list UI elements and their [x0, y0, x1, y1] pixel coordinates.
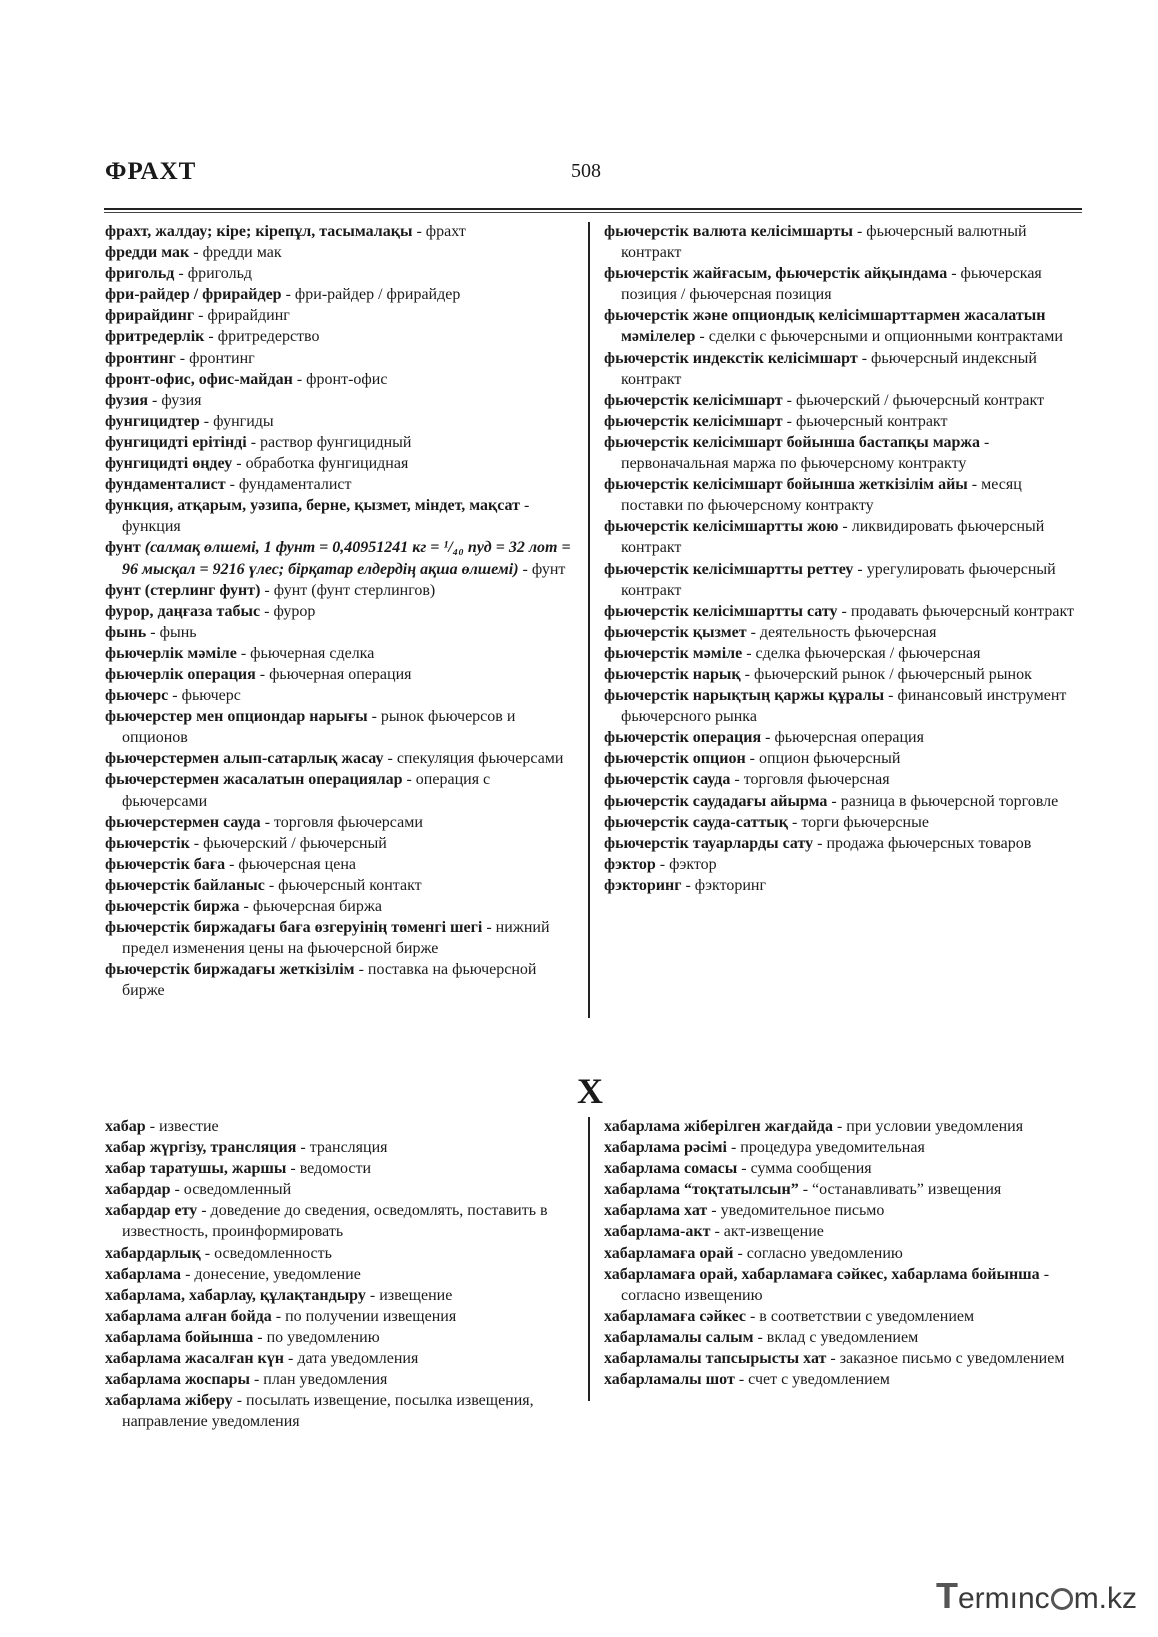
dictionary-entry: [105, 495, 575, 537]
entry-term: хабарламалы шот: [604, 1371, 735, 1389]
entry-definition: - фузия: [147, 391, 202, 409]
entry-term: фунт: [105, 539, 141, 557]
dictionary-entry: [604, 643, 1084, 664]
entry-term: фьючерстік биржа: [105, 898, 240, 915]
entry-term: хабардар ету: [105, 1202, 198, 1220]
dictionary-entry: [105, 432, 575, 453]
dictionary-entry: [105, 1158, 575, 1179]
entry-term: хабар жүргізу, трансляция: [105, 1139, 297, 1157]
dictionary-entry: [105, 1306, 575, 1327]
entry-term: фунгицидтер: [105, 412, 200, 430]
entry-definition: - фри-райдер / фрирайдер: [281, 286, 461, 304]
entry-term: фьючерстік келісімшартты жою: [604, 518, 839, 536]
dictionary-entry: [604, 727, 1084, 748]
dictionary-entry: [604, 1369, 1084, 1390]
entry-term: фьючерстік саудадағы айырма: [604, 792, 828, 810]
dictionary-entry: [604, 516, 1084, 558]
dictionary-entry: [604, 1264, 1084, 1306]
entry-definition: - в соответствии с уведомлением: [745, 1307, 975, 1325]
entry-definition: - фронт-офис: [292, 370, 388, 388]
entry-term: фритредерлік: [105, 328, 205, 346]
entry-definition: - по получении извещения: [271, 1307, 457, 1325]
entry-definition: - фьючерная сделка: [236, 644, 375, 662]
entry-definition: - дата уведомления: [284, 1350, 419, 1368]
entry-term: фьючерстік келісімшарт: [604, 412, 783, 430]
entry-term: фынь: [105, 623, 147, 641]
entry-definition: - спекуляция фьючерсами: [383, 750, 564, 768]
dictionary-entry: [604, 1158, 1084, 1179]
column-left-section2: [105, 1116, 575, 1432]
dictionary-entry: [105, 1348, 575, 1369]
dictionary-entry: [604, 411, 1084, 432]
dictionary-entry: [105, 706, 575, 748]
entry-definition: - фьючерская позиция / фьючерсная позиция: [621, 265, 1042, 304]
column-divider: [588, 222, 590, 1018]
dictionary-entry: [604, 664, 1084, 685]
watermark-prefix: T: [936, 1575, 958, 1616]
entry-definition: - разница в фьючерсной торговле: [827, 792, 1059, 810]
entry-term: фьючерстік қызмет: [604, 623, 747, 641]
dictionary-entry: [604, 1243, 1084, 1264]
entry-term: хабарлама жоспары: [105, 1371, 250, 1389]
entry-term: хабарлама “тоқтатылсын”: [604, 1181, 799, 1199]
entry-note: (салмақ өлшемі, 1 фунт = 0,40951241 кг = ¹/₄₀ пуд = 32 лот = 96 мысқал = 9216 үлес; бірқатар елдердің ақша өлшемі): [122, 539, 571, 578]
dictionary-entry: [105, 896, 575, 917]
entry-definition: - фрирайдинг: [194, 307, 290, 325]
entry-term: фьючерстік тауарларды сату: [604, 834, 814, 852]
dictionary-entry: [604, 1221, 1084, 1242]
dictionary-entry: [105, 284, 575, 305]
dictionary-entry: [604, 875, 1084, 896]
entry-term: фьючерстермен жасалатын операциялар: [105, 771, 403, 789]
entry-term: фьючерс: [105, 687, 169, 705]
entry-definition: - рынок фьючерсов и опционов: [122, 708, 516, 747]
entry-definition: - продажа фьючерсных товаров: [813, 834, 1032, 852]
entry-term: функция, атқарым, уәзипа, берне, қызмет, міндет, мақсат: [105, 497, 520, 515]
dictionary-entry: [604, 348, 1084, 390]
entry-definition: - фьючерсный валютный контракт: [621, 223, 1027, 262]
dictionary-entry: [604, 390, 1084, 411]
entry-definition: - уведомительное письмо: [707, 1202, 885, 1220]
entry-definition: - вклад с уведомлением: [753, 1328, 919, 1346]
entry-definition: - фунт: [518, 560, 566, 578]
dictionary-entry: [604, 1348, 1084, 1369]
entry-term: фэкторинг: [604, 876, 682, 894]
entry-definition: - фьючерная операция: [255, 665, 412, 683]
entry-term: фьючерстік сауда: [604, 771, 731, 789]
dictionary-entry: [105, 411, 575, 432]
entry-definition: - фэктор: [655, 855, 717, 873]
entry-term: хабарлама-акт: [604, 1223, 711, 1241]
entry-definition: - согласно извещению: [621, 1265, 1050, 1304]
dictionary-entry: [105, 305, 575, 326]
entry-term: фьючерстік мәміле: [604, 644, 743, 662]
header-rule-thin: [104, 212, 1082, 213]
entry-definition: - обработка фунгицидная: [232, 455, 409, 473]
entry-definition: - фьючерсная цена: [225, 855, 356, 873]
entry-term: фурор, даңғаза табыс: [105, 602, 261, 620]
dictionary-entry: [105, 1369, 575, 1390]
entry-definition: - фундаменталист: [225, 476, 352, 494]
entry-definition: - фынь: [146, 623, 197, 641]
dictionary-entry: [105, 622, 575, 643]
dictionary-entry: [105, 580, 575, 601]
dictionary-entry: [604, 748, 1084, 769]
entry-term: фьючерлік мәміле: [105, 644, 237, 662]
entry-definition: - заказное письмо с уведомлением: [826, 1350, 1065, 1368]
dictionary-entry: [604, 791, 1084, 812]
dictionary-entry: [105, 1179, 575, 1200]
entry-term: фэктор: [604, 855, 656, 873]
entry-definition: - по уведомлению: [253, 1328, 380, 1346]
entry-term: фьючерстік операция: [604, 729, 762, 747]
entry-definition: - фьючерский рынок / фьючерсный рынок: [740, 665, 1032, 683]
entry-term: фузия: [105, 391, 148, 409]
entry-definition: - процедура уведомительная: [726, 1139, 925, 1157]
dictionary-entry: [105, 643, 575, 664]
column-right-section2: [604, 1116, 1084, 1390]
dictionary-entry: [105, 1200, 575, 1242]
entry-term: хабар: [105, 1118, 146, 1135]
entry-definition: - акт-извещение: [710, 1223, 824, 1241]
dictionary-entry: [105, 263, 575, 284]
entry-term: хабарлама хат: [604, 1202, 708, 1220]
entry-definition: - раствор фунгицидный: [246, 433, 412, 451]
dictionary-entry: [604, 1116, 1084, 1137]
dictionary-entry: [604, 474, 1084, 516]
dictionary-entry: [105, 348, 575, 369]
entry-definition: - деятельность фьючерсная: [746, 623, 937, 641]
entry-term: хабарламаға орай, хабарламаға сәйкес, хабарлама бойынша: [604, 1265, 1040, 1283]
entry-definition: - операция с фьючерсами: [122, 771, 491, 810]
entry-term: фьючерстік байланыс: [105, 876, 265, 894]
entry-definition: - месяц поставки по фьючерсному контракту: [621, 476, 1022, 515]
page-title: ФРАХТ: [105, 158, 197, 185]
entry-term: фьючерстік нарық: [604, 665, 741, 683]
entry-definition: - торги фьючерсные: [788, 813, 929, 831]
entry-term: хабарлама, хабарлау, құлақтандыру: [105, 1286, 366, 1304]
column-left-section1: [105, 221, 575, 1001]
entry-term: фьючерстік келісімшартты реттеу: [604, 560, 854, 578]
entry-definition: - фьючерс: [168, 687, 241, 705]
entry-term: фьючерстік нарықтың қаржы құралы: [604, 687, 885, 705]
entry-definition: - фурор: [260, 602, 316, 620]
section-letter: Х: [577, 1071, 603, 1111]
entry-definition: - фьючерсная операция: [761, 729, 924, 747]
entry-term: хабарлама бойынша: [105, 1328, 254, 1346]
entry-term: фьючерстік сауда-саттық: [604, 813, 789, 831]
entry-definition: - функция: [122, 497, 530, 536]
entry-term: хабарламалы салым: [604, 1328, 754, 1346]
entry-definition: - фьючерский / фьючерсный: [189, 834, 387, 852]
entry-term: хабар таратушы, жаршы: [105, 1160, 287, 1178]
page-number: 508: [571, 160, 601, 182]
entry-definition: - посылать извещение, посылка извещения, направление уведомления: [122, 1392, 534, 1431]
watermark-suffix: m.kz: [1073, 1582, 1138, 1615]
entry-term: фьючерстік: [105, 834, 190, 852]
entry-term: фьючерстермен алып-сатарлық жасау: [105, 750, 384, 768]
entry-term: фьючерстік жайғасым, фьючерстік айқындама: [604, 265, 948, 283]
entry-definition: - торговля фьючерсная: [730, 771, 890, 789]
entry-term: хабарлама: [105, 1265, 182, 1283]
entry-definition: - фритредерство: [204, 328, 320, 346]
dictionary-entry: [604, 559, 1084, 601]
dictionary-entry: [604, 854, 1084, 875]
circle-icon: [1051, 1588, 1073, 1610]
dictionary-entry: [604, 685, 1084, 727]
dictionary-entry: [604, 1179, 1084, 1200]
entry-definition: - фьючерсный контракт: [782, 412, 948, 430]
entry-definition: - поставка на фьючерсной бирже: [122, 961, 537, 1000]
entry-term: фьючерстік индекстік келісімшарт: [604, 349, 858, 367]
entry-term: хабардар: [105, 1181, 171, 1199]
entry-term: фунгицидті ерітінді: [105, 433, 247, 451]
entry-definition: - ликвидировать фьючерсный контракт: [621, 518, 1045, 557]
dictionary-entry: [604, 1306, 1084, 1327]
entry-definition: - согласно уведомлению: [733, 1244, 903, 1262]
entry-definition: - доведение до сведения, осведомлять, поставить в известность, проинформировать: [122, 1202, 548, 1241]
entry-term: хабарлама сомасы: [604, 1160, 738, 1178]
entry-definition: - фригольд: [174, 265, 253, 283]
dictionary-entry: [105, 1390, 575, 1432]
entry-term: фронт-офис, офис-майдан: [105, 370, 293, 388]
entry-term: фрахт, жалдау; кіре; кірепұл, тасымалақы: [105, 223, 413, 240]
entry-term: фьючерстік келісімшарт: [604, 391, 783, 409]
entry-definition: - урегулировать фьючерсный контракт: [621, 560, 1056, 599]
dictionary-entry: [604, 601, 1084, 622]
entry-term: фредди мак: [105, 244, 190, 262]
dictionary-entry: [105, 833, 575, 854]
entry-definition: - “останавливать” извещения: [798, 1181, 1002, 1199]
entry-definition: - опцион фьючерсный: [745, 750, 901, 768]
entry-term: фьючерстермен сауда: [105, 813, 261, 831]
entry-definition: - трансляция: [296, 1139, 388, 1157]
entry-definition: - фунгиды: [199, 412, 274, 430]
entry-term: хабарлама жіберілген жағдайда: [604, 1118, 833, 1135]
column-divider: [588, 1117, 590, 1401]
dictionary-entry: [105, 917, 575, 959]
dictionary-entry: [105, 326, 575, 347]
entry-term: фьючерстік келісімшарт бойынша бастапқы маржа: [604, 433, 981, 451]
dictionary-entry: [604, 1137, 1084, 1158]
dictionary-entry: [105, 1264, 575, 1285]
dictionary-entry: [105, 685, 575, 706]
dictionary-entry: [105, 453, 575, 474]
entry-definition: - осведомленность: [200, 1244, 332, 1262]
entry-term: фрирайдинг: [105, 307, 195, 325]
entry-definition: - фэкторинг: [681, 876, 767, 894]
entry-definition: - фунт (фунт стерлингов): [260, 581, 436, 599]
entry-definition: - продавать фьючерсный контракт: [837, 602, 1075, 620]
entry-term: хабарлама жіберу: [105, 1392, 233, 1410]
entry-term: фунгицидті өңдеу: [105, 455, 233, 473]
entry-term: фьючерстік және опциондық келісімшарттармен жасалатын мәмілелер: [604, 307, 1046, 346]
entry-term: хабардарлық: [105, 1244, 201, 1262]
dictionary-entry: [105, 1285, 575, 1306]
entry-term: хабарлама алған бойда: [105, 1307, 272, 1325]
entry-definition: - фьючерсная биржа: [239, 898, 382, 915]
entry-term: фьючерстік келісімшартты сату: [604, 602, 838, 620]
entry-term: фьючерстік баға: [105, 855, 226, 873]
entry-definition: - финансовый инструмент фьючерсного рынка: [621, 687, 1067, 726]
entry-term: хабарлама жасалған күн: [105, 1350, 284, 1368]
entry-term: хабарлама рәсімі: [604, 1139, 727, 1157]
entry-definition: - сделка фьючерская / фьючерсная: [742, 644, 981, 662]
entry-definition: - фронтинг: [175, 349, 255, 367]
dictionary-entry: [105, 875, 575, 896]
entry-term: фьючерстік опцион: [604, 750, 746, 768]
dictionary-entry: [105, 369, 575, 390]
entry-definition: - первоначальная маржа по фьючерсному контракту: [621, 433, 990, 473]
entry-definition: - фьючерсный контакт: [264, 876, 422, 894]
dictionary-entry: [604, 1200, 1084, 1221]
dictionary-entry: [105, 664, 575, 685]
entry-definition: - фьючерский / фьючерсный контракт: [782, 391, 1045, 409]
header-rule: [104, 208, 1082, 210]
entry-term: хабарламаға орай: [604, 1244, 734, 1262]
entry-term: фундаменталист: [105, 476, 226, 494]
entry-term: фронтинг: [105, 349, 176, 367]
entry-definition: - осведомленный: [170, 1181, 292, 1199]
entry-definition: - извещение: [365, 1286, 453, 1304]
entry-term: фунт (стерлинг фунт): [105, 581, 261, 599]
entry-definition: - при условии уведомления: [832, 1118, 1024, 1135]
dictionary-entry: [604, 263, 1084, 305]
dictionary-entry: [105, 1137, 575, 1158]
dictionary-entry: [105, 242, 575, 263]
column-right-section1: [604, 221, 1084, 896]
watermark-mid: ermınc: [958, 1582, 1050, 1615]
dictionary-entry: [105, 474, 575, 495]
entry-term: хабарламалы тапсырысты хат: [604, 1350, 827, 1368]
entry-definition: - донесение, уведомление: [181, 1265, 361, 1283]
dictionary-entry: [604, 305, 1084, 347]
entry-definition: - торговля фьючерсами: [260, 813, 423, 831]
entry-term: фьючерлік операция: [105, 665, 256, 683]
entry-term: фьючерстік валюта келісімшарты: [604, 223, 853, 240]
entry-term: фригольд: [105, 265, 175, 283]
watermark-logo: [936, 1575, 1137, 1617]
dictionary-entry: [604, 833, 1084, 854]
dictionary-entry: [604, 812, 1084, 833]
dictionary-entry: [105, 601, 575, 622]
dictionary-entry: [604, 432, 1084, 474]
dictionary-entry: [105, 537, 575, 579]
dictionary-entry: [105, 812, 575, 833]
entry-term: фри-райдер / фрирайдер: [105, 286, 282, 304]
entry-definition: - известие: [145, 1118, 219, 1135]
dictionary-entry: [105, 390, 575, 411]
dictionary-entry: [604, 221, 1084, 263]
entry-definition: - сумма сообщения: [737, 1160, 872, 1178]
dictionary-entry: [604, 1327, 1084, 1348]
entry-term: фьючерстік келісімшарт бойынша жеткізілім айы: [604, 476, 968, 494]
entry-definition: - фьючерсный индексный контракт: [621, 349, 1037, 388]
entry-definition: - сделки с фьючерсными и опционными контрактами: [695, 328, 1063, 346]
entry-definition: - нижний предел изменения цены на фьючерсной бирже: [122, 919, 550, 958]
entry-definition: - фредди мак: [189, 244, 282, 262]
dictionary-entry: [105, 854, 575, 875]
dictionary-entry: [604, 622, 1084, 643]
dictionary-entry: [105, 769, 575, 811]
dictionary-entry: [105, 1116, 575, 1137]
entry-definition: - ведомости: [286, 1160, 372, 1178]
dictionary-entry: [105, 959, 575, 1001]
dictionary-entry: [105, 1327, 575, 1348]
entry-definition: - счет с уведомлением: [734, 1371, 890, 1389]
dictionary-entry: [105, 748, 575, 769]
entry-definition: - план уведомления: [249, 1371, 388, 1389]
entry-term: фьючерстік биржадағы баға өзгеруінің төменгі шегі: [105, 919, 483, 937]
entry-term: фьючерстер мен опциондар нарығы: [105, 708, 368, 726]
dictionary-entry: [105, 1243, 575, 1264]
entry-term: хабарламаға сәйкес: [604, 1307, 746, 1325]
dictionary-entry: [604, 769, 1084, 790]
entry-term: фьючерстік биржадағы жеткізілім: [105, 961, 355, 979]
entry-definition: - фрахт: [412, 223, 466, 240]
dictionary-entry: [105, 221, 575, 242]
